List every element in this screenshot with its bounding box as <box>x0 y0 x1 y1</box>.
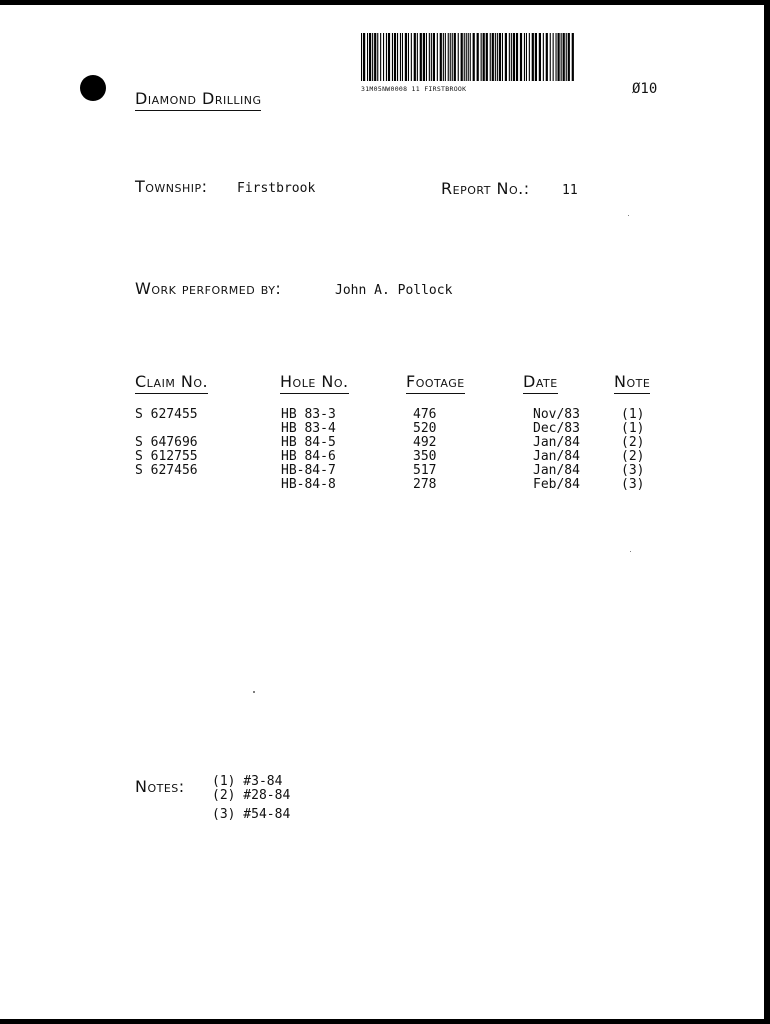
claim-cell: S 627455 <box>135 407 198 422</box>
barcode-bar <box>553 33 554 81</box>
barcode-bar <box>369 33 371 81</box>
barcode-bar <box>426 33 427 81</box>
barcode-bar <box>466 33 467 81</box>
barcode-bar <box>520 33 522 81</box>
barcode-bar <box>505 33 507 81</box>
barcode-bar <box>363 33 365 81</box>
barcode-bar <box>543 33 544 81</box>
barcode-bar <box>529 33 530 81</box>
barcode-bar <box>461 33 463 81</box>
barcode-bar <box>516 33 518 81</box>
barcode-bar <box>408 33 409 81</box>
township-label: Township: <box>135 177 208 196</box>
note-cell: (3) <box>621 477 645 492</box>
barcode-bar <box>443 33 444 81</box>
barcode-bar <box>392 33 393 81</box>
hole-cell: HB-84-7 <box>281 463 336 478</box>
barcode-bar <box>429 33 430 81</box>
barcode-bar <box>495 33 496 81</box>
barcode-bar <box>414 33 416 81</box>
barcode-bar <box>558 33 560 81</box>
footage-cell: 476 <box>413 407 437 422</box>
barcode-bar <box>450 33 451 81</box>
barcode-bar <box>572 33 574 81</box>
note-cell: (1) <box>621 421 645 436</box>
punch-hole-mark <box>80 75 106 101</box>
barcode-bar <box>561 33 562 81</box>
barcode-bar <box>464 33 465 81</box>
barcode-bar <box>546 33 548 81</box>
barcode-bar <box>470 33 471 81</box>
footage-cell: 278 <box>413 477 437 492</box>
date-cell: Feb/84 <box>533 477 580 492</box>
date-cell: Jan/84 <box>533 449 580 464</box>
barcode-bar <box>361 33 362 81</box>
table-row <box>135 436 661 450</box>
barcode-bar <box>433 33 435 81</box>
hole-cell: HB 83-4 <box>281 421 336 436</box>
note-cell: (2) <box>621 435 645 450</box>
barcode-bar <box>400 33 401 81</box>
barcode-bar <box>502 33 503 81</box>
claim-cell <box>135 478 281 492</box>
barcode-icon <box>361 33 576 81</box>
barcode-bar <box>483 33 485 81</box>
barcode-bar <box>440 33 442 81</box>
barcode-bar <box>566 33 567 81</box>
date-cell: Jan/84 <box>533 463 580 478</box>
barcode-bar <box>437 33 438 81</box>
barcode-bar <box>372 33 373 81</box>
hole-cell: HB 84-6 <box>281 449 336 464</box>
barcode-bar <box>394 33 396 81</box>
notes-list <box>212 775 290 822</box>
col-header-hole: Hole No. <box>280 372 349 394</box>
claim-cell: S 647696 <box>135 435 198 450</box>
barcode-bar <box>377 33 378 81</box>
hole-cell: HB 84-5 <box>281 435 336 450</box>
barcode-bar <box>402 33 403 81</box>
footage-cell: 520 <box>413 421 437 436</box>
barcode-bar <box>535 33 537 81</box>
barcode-bar <box>445 33 446 81</box>
date-cell: Jan/84 <box>533 435 580 450</box>
note-item: (3) #54-84 <box>212 807 291 822</box>
barcode-bar <box>468 33 469 81</box>
barcode-bar <box>492 33 494 81</box>
barcode-bar <box>509 33 510 81</box>
barcode-bar <box>550 33 551 81</box>
note-item: (2) #28-84 <box>212 788 291 803</box>
barcode-bar <box>481 33 482 81</box>
table-row <box>135 422 661 436</box>
work-performed-label: Work performed by: <box>135 279 282 298</box>
document-title: Diamond Drilling <box>135 89 261 111</box>
barcode-bar <box>420 33 422 81</box>
footage-cell: 517 <box>413 463 437 478</box>
barcode-bar <box>448 33 449 81</box>
barcode-bar <box>556 33 557 81</box>
table-row <box>135 464 661 478</box>
barcode-caption: 31M05NW0008 11 FIRSTBROOK <box>361 85 467 93</box>
note-cell: (2) <box>621 449 645 464</box>
township-value: Firstbrook <box>237 181 316 196</box>
barcode-bar <box>563 33 565 81</box>
col-header-footage: Footage <box>406 372 465 394</box>
table-row <box>135 408 661 422</box>
barcode-bar <box>477 33 479 81</box>
barcode-bar <box>458 33 459 81</box>
date-cell: Dec/83 <box>533 421 580 436</box>
barcode-bar <box>499 33 501 81</box>
barcode-bar <box>405 33 407 81</box>
barcode-bar <box>386 33 387 81</box>
barcode-bar <box>486 33 488 81</box>
claim-cell <box>135 422 281 436</box>
scan-speck <box>253 691 255 693</box>
footage-cell: 492 <box>413 435 437 450</box>
note-cell: (1) <box>621 407 645 422</box>
col-header-note: Note <box>614 372 650 394</box>
barcode-bar <box>473 33 475 81</box>
date-cell: Nov/83 <box>533 407 580 422</box>
barcode-bar <box>568 33 570 81</box>
document-page <box>0 5 764 1019</box>
note-cell: (3) <box>621 463 645 478</box>
barcode-bar <box>511 33 512 81</box>
barcode-bar <box>497 33 498 81</box>
barcode-bar <box>454 33 456 81</box>
col-header-claim: Claim No. <box>135 372 208 394</box>
barcode-bar <box>380 33 381 81</box>
barcode-bar <box>367 33 368 81</box>
barcode-bar <box>417 33 418 81</box>
barcode-bar <box>513 33 515 81</box>
footage-cell: 350 <box>413 449 437 464</box>
scan-speck <box>630 551 631 552</box>
barcode-bar <box>431 33 432 81</box>
table-row <box>135 478 661 492</box>
barcode-bar <box>388 33 390 81</box>
report-label: Report No.: <box>441 179 530 198</box>
work-performed-value: John A. Pollock <box>335 283 453 298</box>
claim-cell: S 627456 <box>135 463 198 478</box>
barcode-bar <box>490 33 491 81</box>
barcode-bar <box>411 33 412 81</box>
hole-cell: HB-84-8 <box>281 477 336 492</box>
barcode-bar <box>539 33 541 81</box>
note-item: (1) #3-84 <box>212 774 283 789</box>
col-header-date: Date <box>523 372 558 394</box>
scan-speck <box>628 215 629 216</box>
page-code: Ø10 <box>632 81 658 97</box>
claim-cell: S 612755 <box>135 449 198 464</box>
barcode-bar <box>423 33 425 81</box>
table-row <box>135 450 661 464</box>
barcode-bar <box>397 33 398 81</box>
barcode-bar <box>524 33 525 81</box>
barcode-bar <box>532 33 534 81</box>
barcode-bar <box>452 33 453 81</box>
barcode-bar <box>374 33 376 81</box>
hole-cell: HB 83-3 <box>281 407 336 422</box>
report-value: 11 <box>562 183 578 198</box>
barcode-bar <box>526 33 527 81</box>
drill-holes-table <box>135 408 661 492</box>
notes-label: Notes: <box>135 777 185 796</box>
barcode-bar <box>383 33 384 81</box>
